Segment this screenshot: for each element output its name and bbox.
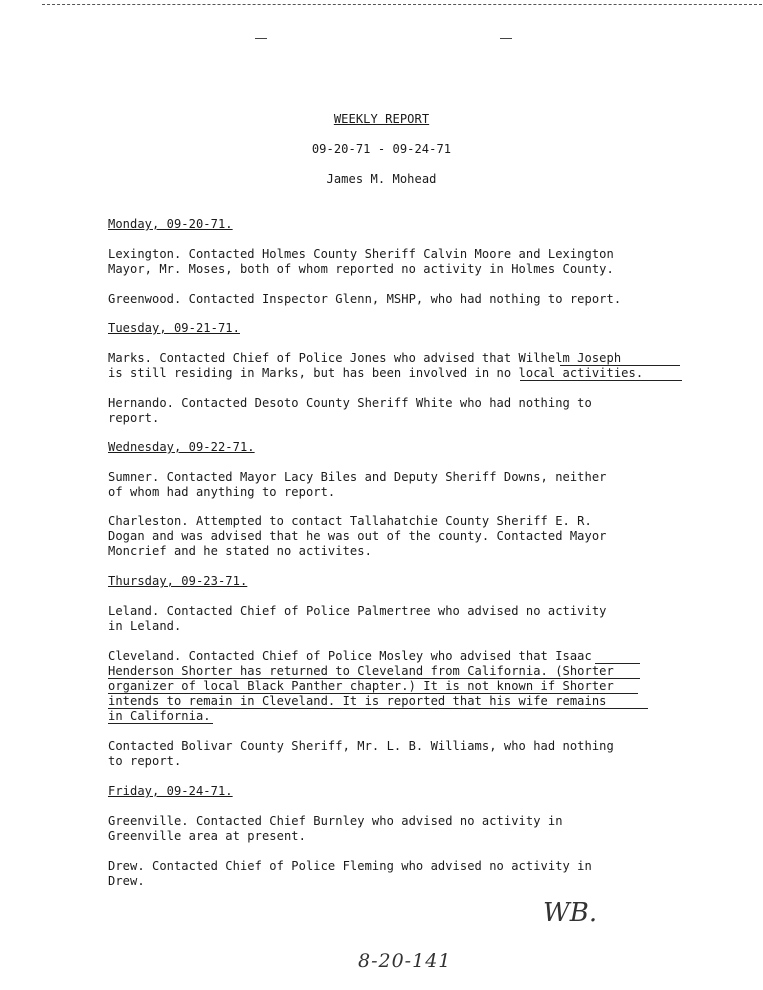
handwritten-underline	[108, 693, 638, 694]
day-heading-monday: Monday, 09-20-71.	[108, 217, 233, 231]
report-date-range: 09-20-71 - 09-24-71	[311, 142, 452, 156]
top-mark-right	[500, 38, 512, 39]
report-line: Contacted Bolivar County Sheriff, Mr. L. B. Williams, who had nothing	[108, 739, 614, 753]
report-line: is still residing in Marks, but has been involved in no local activities.	[108, 366, 644, 380]
top-mark-left	[255, 38, 267, 39]
report-line: Henderson Shorter has returned to Cleveland from California. (Shorter	[108, 664, 614, 678]
report-line: Lexington. Contacted Holmes County Sheriff Calvin Moore and Lexington	[108, 247, 614, 261]
day-heading-wednesday: Wednesday, 09-22-71.	[108, 440, 255, 454]
report-line: in Leland.	[108, 619, 182, 633]
handwritten-underline	[108, 708, 648, 709]
report-line: Leland. Contacted Chief of Police Palmertree who advised no activity	[108, 604, 607, 618]
day-heading-friday: Friday, 09-24-71.	[108, 784, 233, 798]
report-line: in California.	[108, 709, 211, 723]
handwritten-initials: WB.	[543, 898, 598, 928]
report-line: Dogan and was advised that he was out of the county. Contacted Mayor	[108, 529, 607, 543]
handwritten-underline	[108, 723, 213, 724]
handwritten-underline	[520, 380, 682, 381]
report-line: Hernando. Contacted Desoto County Sheriff White who had nothing to	[108, 396, 592, 410]
report-line: Greenwood. Contacted Inspector Glenn, MSHP, who had nothing to report.	[108, 292, 622, 306]
report-line: intends to remain in Cleveland. It is reported that his wife remains	[108, 694, 607, 708]
report-line: Marks. Contacted Chief of Police Jones who advised that Wilhelm Joseph	[108, 351, 622, 365]
report-line: Drew.	[108, 874, 145, 888]
handwritten-underline	[595, 663, 640, 664]
report-author: James M. Mohead	[326, 172, 437, 186]
report-line: of whom had anything to report.	[108, 485, 336, 499]
report-line: Mayor, Mr. Moses, both of whom reported no activity in Holmes County.	[108, 262, 614, 276]
report-line: report.	[108, 411, 160, 425]
report-line: Drew. Contacted Chief of Police Fleming who advised no activity in	[108, 859, 592, 873]
report-line: Greenville. Contacted Chief Burnley who advised no activity in	[108, 814, 563, 828]
top-rule	[42, 4, 762, 5]
report-title: WEEKLY REPORT	[333, 112, 430, 126]
report-line: Sumner. Contacted Mayor Lacy Biles and Deputy Sheriff Downs, neither	[108, 470, 607, 484]
handwritten-underline	[560, 365, 680, 366]
report-line: Charleston. Attempted to contact Tallahatchie County Sheriff E. R.	[108, 514, 592, 528]
report-line: to report.	[108, 754, 182, 768]
report-line: Greenville area at present.	[108, 829, 306, 843]
report-line: organizer of local Black Panther chapter.) It is not known if Shorter	[108, 679, 614, 693]
report-line: Moncrief and he stated no activites.	[108, 544, 372, 558]
handwritten-underline	[108, 678, 640, 679]
day-heading-thursday: Thursday, 09-23-71.	[108, 574, 248, 588]
day-heading-tuesday: Tuesday, 09-21-71.	[108, 321, 240, 335]
handwritten-file-number: 8-20-141	[358, 950, 452, 972]
report-line: Cleveland. Contacted Chief of Police Mosley who advised that Isaac	[108, 649, 592, 663]
